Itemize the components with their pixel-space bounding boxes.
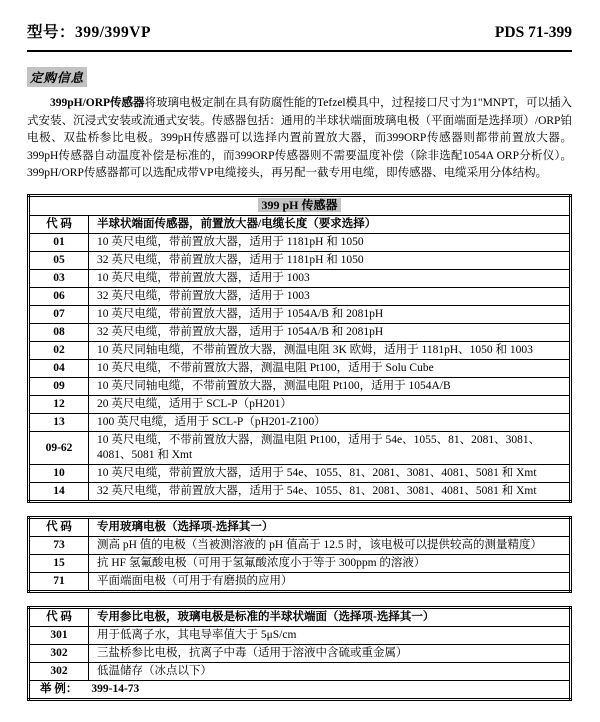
desc-cell: 10 英尺电缆，不带前置放大器，测温电阻 Pt100，适用于 Solu Cube [89,360,571,378]
desc-cell: 32 英尺电缆，带前置放大器，适用于 1054A/B 和 2081pH [89,324,571,342]
intro-lead: 399pH/ORP传感器 [50,97,145,109]
desc-cell: 10 英尺电缆，不带前置放大器，测温电阻 Pt100，适用于 54e、1055、81、2081、3081、4081、5081 和 Xmt [89,432,571,465]
desc-cell: 32 英尺电缆，带前置放大器，适用于 1003 [89,288,571,306]
code-header: 代 码 [29,608,89,627]
code-cell: 10 [29,465,89,483]
desc-cell: 10 英尺同轴电缆，不带前置放大器，测温电阻 Pt100，适用于 1054A/B [89,378,571,396]
desc-cell: 20 英尺电缆，适用于 SCL-P（pH201） [89,396,571,414]
code-cell: 01 [29,234,89,252]
header-divider [27,50,572,52]
document-header [27,20,572,42]
table-row [29,306,571,324]
table-row [29,663,571,681]
code-cell: 15 [29,555,89,573]
example-value: 399-14-73 [91,683,140,696]
code-cell: 07 [29,306,89,324]
code-header: 代 码 [29,518,89,537]
table-title: 399 pH 传感器 [258,198,340,212]
desc-header: 半球状端面传感器，前置放大器/电缆长度（要求选择） [89,216,571,234]
desc-cell: 低温储存（冰点以下） [89,663,571,681]
code-cell: 09 [29,378,89,396]
code-cell: 12 [29,396,89,414]
code-cell: 04 [29,360,89,378]
table-row [29,342,571,360]
desc-cell: 测高 pH 值的电极（当被测溶液的 pH 值高于 12.5 时，该电极可以提供较高的测量精度） [89,537,571,555]
table-row [29,414,571,432]
code-cell: 14 [29,483,89,502]
table-row [29,324,571,342]
example-cell [29,681,571,700]
table-row [29,234,571,252]
code-cell: 08 [29,324,89,342]
code-cell: 302 [29,663,89,681]
table-row [29,270,571,288]
table-row [29,627,571,645]
table-row [29,465,571,483]
model-number: 型号：399/399VP [27,24,151,41]
example-label: 举 例： [40,683,78,696]
table-row [29,555,571,573]
table-header-row [29,608,571,627]
table-row [29,645,571,663]
desc-cell: 100 英尺电缆，适用于 SCL-P（pH201-Z100） [89,414,571,432]
section-heading [27,67,572,87]
section-title: 定购信息 [27,67,87,87]
table-header-row [29,216,571,234]
code-cell: 06 [29,288,89,306]
code-cell: 71 [29,573,89,592]
desc-cell: 10 英尺电缆，带前置放大器，适用于 54e、1055、81、2081、3081、4081、5081 和 Xmt [89,465,571,483]
table-row [29,573,571,592]
code-cell: 302 [29,645,89,663]
code-header: 代 码 [29,216,89,234]
table-title-row [29,196,571,216]
table-row [29,537,571,555]
code-cell: 03 [29,270,89,288]
table-row [29,252,571,270]
desc-cell: 32 英尺电缆，带前置放大器，适用于 1181pH 和 1050 [89,252,571,270]
desc-cell: 32 英尺电缆，带前置放大器，适用于 54e、1055、81、2081、3081、4081、5081 和 Xmt [89,483,571,502]
table-ph-sensor [27,194,572,503]
desc-cell: 抗 HF 氢氟酸电极（可用于氢氟酸浓度小于等于 300ppm 的溶液） [89,555,571,573]
desc-cell: 10 英尺电缆，带前置放大器，适用于 1054A/B 和 2081pH [89,306,571,324]
table-reference-electrode [27,606,572,701]
code-cell: 73 [29,537,89,555]
intro-paragraph [27,95,572,183]
table-glass-electrode [27,516,572,593]
desc-cell: 三盐桥参比电极，抗离子中毒（适用于溶液中含硫或重金属） [89,645,571,663]
code-cell: 13 [29,414,89,432]
table-row [29,360,571,378]
table-row [29,432,571,465]
desc-header: 专用玻璃电极（选择项-选择其一） [89,518,571,537]
code-cell: 05 [29,252,89,270]
desc-cell: 10 英尺同轴电缆，不带前置放大器，测温电阻 3K 欧姆，适用于 1181pH、1050 和 1003 [89,342,571,360]
code-cell: 02 [29,342,89,360]
desc-cell: 10 英尺电缆，带前置放大器，适用于 1181pH 和 1050 [89,234,571,252]
desc-cell: 平面端面电极（可用于有磨损的应用） [89,573,571,592]
table-row [29,396,571,414]
code-cell: 09-62 [29,432,89,465]
table-title-cell [29,196,571,216]
intro-body: 将玻璃电极定制在具有防腐性能的Tefzel模具中，过程接口尺寸为1"MNPT，可以插入式安装、沉浸式安装或流通式安装。传感器包括：通用的半球状端面玻璃电极（平面端面是选择项）/ORP铂电极、双盐桥参比电极。399pH传感器可以选择内置前置放大器，而399ORP传感器则都带前置放大器。399pH传感器自动温度补偿是标准的，而399ORP传感器则不需要温度补偿（除非选配1054A ORP分析仪）。399pH/ORP传感器都可以选配成带VP电缆接头，再另配一截专用电缆，即传感器、电缆采用分体结构。 [27,97,573,180]
example-row [29,681,571,700]
table-row [29,483,571,502]
table-row [29,288,571,306]
table-header-row [29,518,571,537]
doc-number: PDS 71-399 [494,24,572,41]
desc-cell: 10 英尺电缆，带前置放大器，适用于 1003 [89,270,571,288]
desc-cell: 用于低离子水，其电导率值大于 5μS/cm [89,627,571,645]
table-row [29,378,571,396]
code-cell: 301 [29,627,89,645]
desc-header: 专用参比电极，玻璃电极是标准的半球状端面（选择项-选择其一） [89,608,571,627]
